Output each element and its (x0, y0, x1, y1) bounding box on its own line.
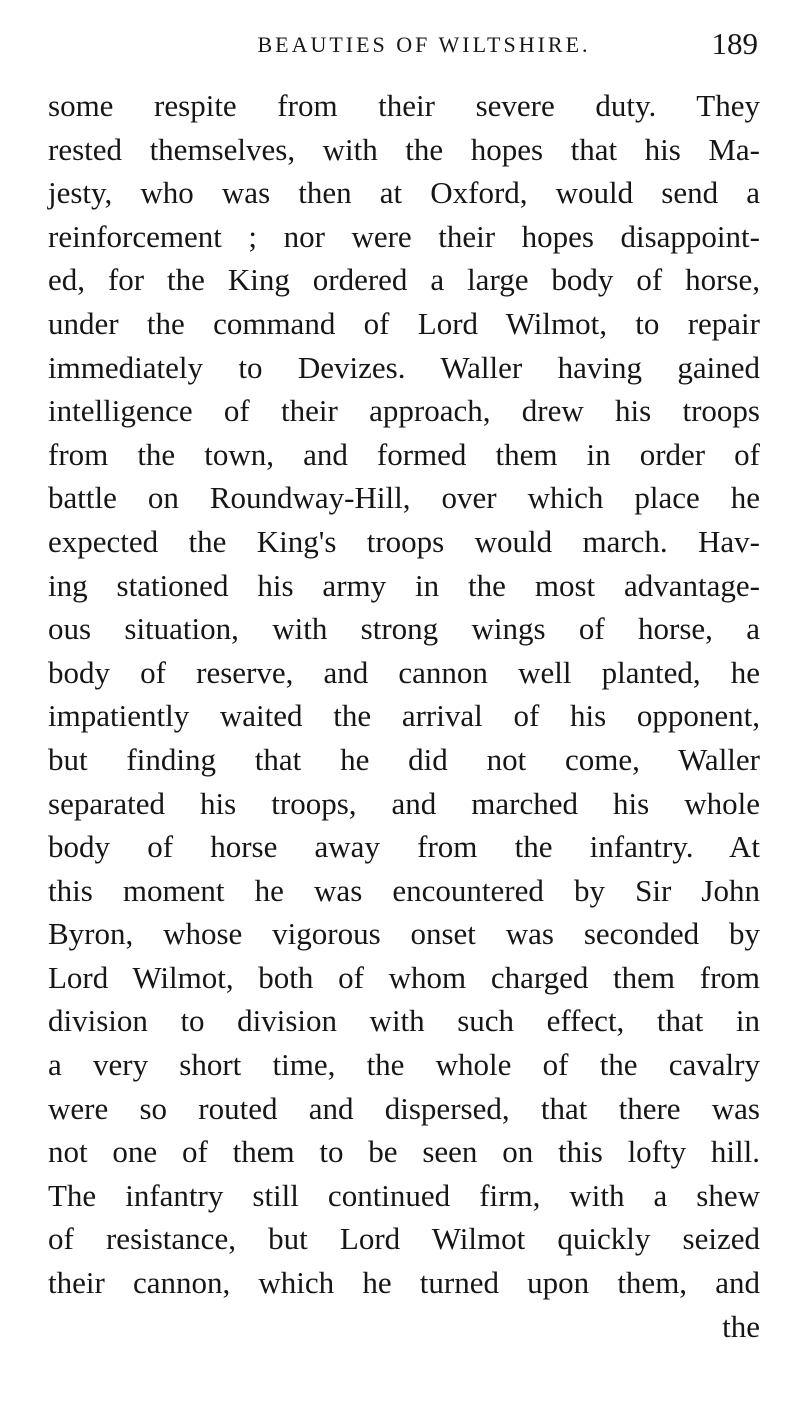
text-line: jesty, who was then at Oxford, would send a (48, 175, 760, 211)
text-line: not one of them to be seen on this lofty hill. (48, 1134, 760, 1170)
text-line: this moment he was encountered by Sir John (48, 872, 760, 908)
body-text (48, 84, 760, 1348)
text-line: a very short time, the whole of the cavalry (48, 1047, 760, 1083)
text-line: ing stationed his army in the most advantage- (48, 567, 760, 603)
page-number: 189 (711, 26, 758, 61)
catchword: the (722, 1308, 760, 1344)
text-line: separated his troops, and marched his whole (48, 785, 760, 821)
text-line: Byron, whose vigorous onset was seconded by (48, 916, 760, 952)
text-line: The infantry still continued firm, with a shew (48, 1177, 760, 1213)
text-line: some respite from their severe duty. They (48, 88, 760, 123)
text-line: Lord Wilmot, both of whom charged them from (48, 959, 760, 995)
running-title: BEAUTIES OF WILTSHIRE. (257, 32, 591, 57)
text-line: were so routed and dispersed, that there was (48, 1090, 760, 1126)
text-line: rested themselves, with the hopes that his Ma- (48, 131, 760, 167)
text-line: body of horse away from the infantry. At (48, 829, 760, 865)
text-line: body of reserve, and cannon well planted, he (48, 654, 760, 690)
text-line: of resistance, but Lord Wilmot quickly seized (48, 1221, 760, 1257)
text-line: reinforcement ; nor were their hopes disappoint- (48, 218, 760, 254)
text-line: ous situation, with strong wings of horse, a (48, 611, 760, 647)
text-line: division to division with such effect, that in (48, 1003, 760, 1039)
text-line: but finding that he did not come, Waller (48, 741, 760, 777)
text-line: impatiently waited the arrival of his opponent, (48, 698, 760, 734)
running-head (48, 26, 760, 64)
text-line: their cannon, which he turned upon them, and (48, 1265, 760, 1301)
text-line: from the town, and formed them in order of (48, 436, 760, 472)
text-line: expected the King's troops would march. Hav- (48, 523, 760, 559)
text-line: under the command of Lord Wilmot, to repair (48, 305, 760, 341)
text-line: battle on Roundway-Hill, over which place he (48, 480, 760, 516)
text-line: ed, for the King ordered a large body of horse, (48, 262, 760, 298)
text-line: intelligence of their approach, drew his troops (48, 393, 760, 429)
text-line: immediately to Devizes. Waller having gained (48, 349, 760, 385)
